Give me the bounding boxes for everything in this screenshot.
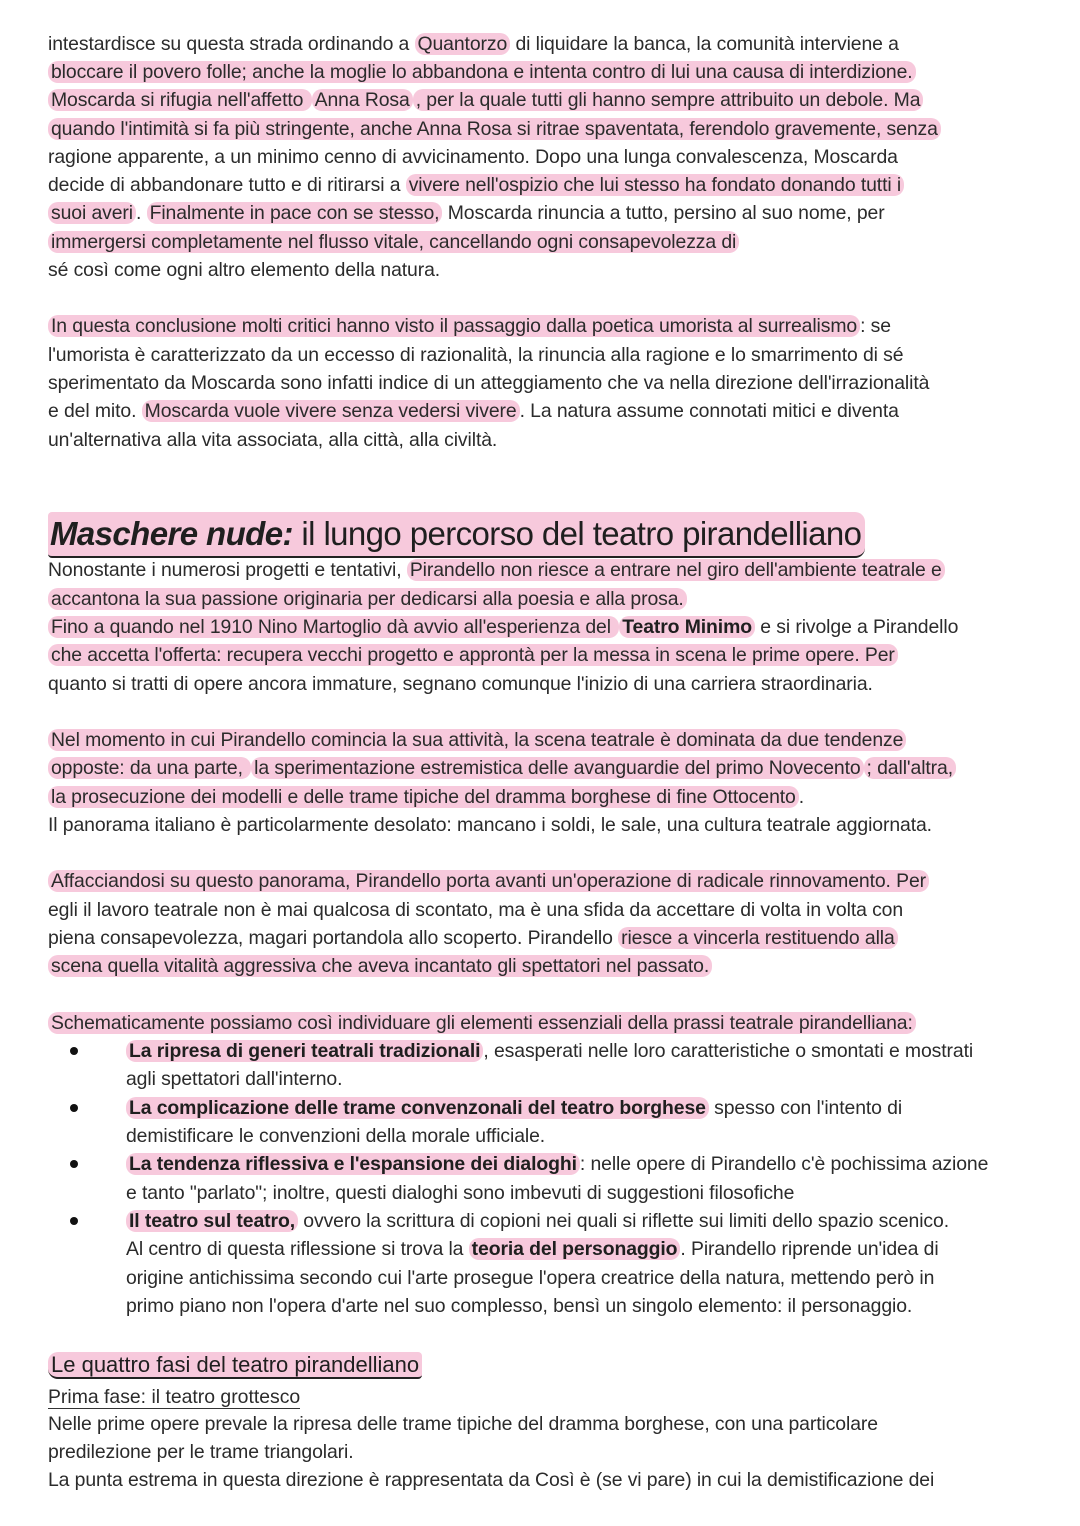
text-line: intestardisce su questa strada ordinando a Quantorzo di liquidare la banca, la comunità interviene a [48, 33, 899, 55]
text-line: Il panorama italiano è particolarmente desolato: mancano i soldi, le sale, una cultura teatrale aggiornata. [48, 814, 932, 836]
bullet-dot [70, 1047, 78, 1055]
text-line: decide di abbandonare tutto e di ritirarsi a vivere nell'ospizio che lui stesso ha fondato donando tutti i [48, 171, 904, 199]
text-line: Schematicamente possiamo così individuare gli elementi essenziali della prassi teatrale pirandelliana: [48, 1009, 916, 1037]
list-item: La ripresa di generi teatrali tradizionali , esasperati nelle loro caratteristiche o smontati e mostrati [126, 1037, 973, 1065]
text-line: Affacciandosi su questo panorama, Pirandello porta avanti un'operazione di radicale rinnovamento. Per [48, 867, 929, 895]
text-line: ragione apparente, a un minimo cenno di avvicinamento. Dopo una lunga convalescenza, Moscarda [48, 146, 898, 168]
list-item-cont: e tanto "parlato"; inoltre, questi dialoghi sono imbevuti di suggestioni filosofiche [126, 1182, 795, 1204]
list-item-cont: primo piano non l'opera d'arte nel suo complesso, bensì un singolo elemento: il personaggio. [126, 1295, 913, 1317]
list-item-cont: Al centro di questa riflessione si trova la teoria del personaggio . Pirandello riprende un'idea di [126, 1238, 939, 1260]
text-line: La punta estrema in questa direzione è rappresentata da Così è (se vi pare) in cui la demistificazione dei [48, 1469, 935, 1491]
text-line: Nel momento in cui Pirandello comincia la sua attività, la scena teatrale è dominata da due tendenze [48, 726, 906, 754]
text-line: quanto si tratti di opere ancora immature, segnano comunque l'inizio di una carriera straordinaria. [48, 673, 873, 695]
bullet-dot [70, 1160, 78, 1168]
text-line: l'umorista è caratterizzato da un eccesso di razionalità, la rinuncia alla ragione e lo smarrimento di sé [48, 344, 904, 366]
text-line: Fino a quando nel 1910 Nino Martoglio dà avvio all'esperienza del Teatro Minimo e si rivolge a Pirandello [48, 613, 958, 641]
text-line: Nonostante i numerosi progetti e tentativi, Pirandello non riesce a entrare nel giro dell'ambiente teatrale e [48, 556, 945, 584]
text-line: quando l'intimità si fa più stringente, anche Anna Rosa si ritrae spaventata, ferendolo gravemente, senza [48, 115, 941, 143]
text-line: egli il lavoro teatrale non è mai qualcosa di scontato, ma è una sfida da accettare di volta in volta con [48, 899, 904, 921]
bullet-dot [70, 1217, 78, 1225]
bullet-dot [70, 1104, 78, 1112]
subsection-heading: Le quattro fasi del teatro pirandelliano [48, 1350, 422, 1380]
text-line: immergersi completamente nel flusso vitale, cancellando ogni consapevolezza di [48, 228, 739, 256]
phase-heading: Prima fase: il teatro grottesco [48, 1386, 301, 1408]
text-line: un'alternativa alla vita associata, alla città, alla civiltà. [48, 429, 498, 451]
list-item-cont: agli spettatori dall'interno. [126, 1068, 343, 1090]
list-item: La complicazione delle trame convenzonali del teatro borghese spesso con l'intento di [126, 1094, 902, 1122]
text-line: opposte: da una parte, la sperimentazione estremistica delle avanguardie del primo Novecento ; dall'altra, [48, 754, 956, 782]
text-line: predilezione per le trame triangolari. [48, 1441, 354, 1463]
list-item-cont: origine antichissima secondo cui l'arte prosegue l'opera creatrice della natura, mettendo però in [126, 1267, 935, 1289]
text-line: accantona la sua passione originaria per dedicarsi alla poesia e alla prosa. [48, 585, 687, 613]
list-item-cont: demistificare le convenzioni della morale ufficiale. [126, 1125, 546, 1147]
list-item: Il teatro sul teatro, ovvero la scrittura di copioni nei quali si riflette sui limiti dello spazio scenico. [126, 1207, 949, 1235]
text-line: suoi averi . Finalmente in pace con se stesso, Moscarda rinuncia a tutto, persino al suo nome, per [48, 199, 885, 227]
section-heading: Maschere nude: il lungo percorso del teatro pirandelliano [48, 512, 865, 558]
text-line: sperimentato da Moscarda sono infatti indice di un atteggiamento che va nella direzione dell'irrazionalità [48, 372, 930, 394]
text-line: piena consapevolezza, magari portandola allo scoperto. Pirandello riesce a vincerla restituendo alla [48, 924, 898, 952]
text-line: e del mito. Moscarda vuole vivere senza vedersi vivere . La natura assume connotati mitici e diventa [48, 400, 899, 422]
text-line: sé così come ogni altro elemento della natura. [48, 259, 441, 281]
text-line: Nelle prime opere prevale la ripresa delle trame tipiche del dramma borghese, con una particolare [48, 1413, 878, 1435]
list-item: La tendenza riflessiva e l'espansione dei dialoghi : nelle opere di Pirandello c'è pochissima azione [126, 1150, 988, 1178]
text-line: che accetta l'offerta: recupera vecchi progetto e approntà per la messa in scena le prime opere. Per [48, 641, 898, 669]
text-line: Moscarda si rifugia nell'affetto Anna Rosa , per la quale tutti gli hanno sempre attribuito un debole. Ma [48, 86, 923, 114]
text-line: In questa conclusione molti critici hanno visto il passaggio dalla poetica umorista al surrealismo : se [48, 312, 891, 340]
text-line: bloccare il povero folle; anche la moglie lo abbandona e intenta contro di lui una causa di interdizione. [48, 58, 916, 86]
text-line: la prosecuzione dei modelli e delle trame tipiche del dramma borghese di fine Ottocento . [48, 783, 804, 811]
text-line: scena quella vitalità aggressiva che aveva incantato gli spettatori nel passato. [48, 952, 712, 980]
